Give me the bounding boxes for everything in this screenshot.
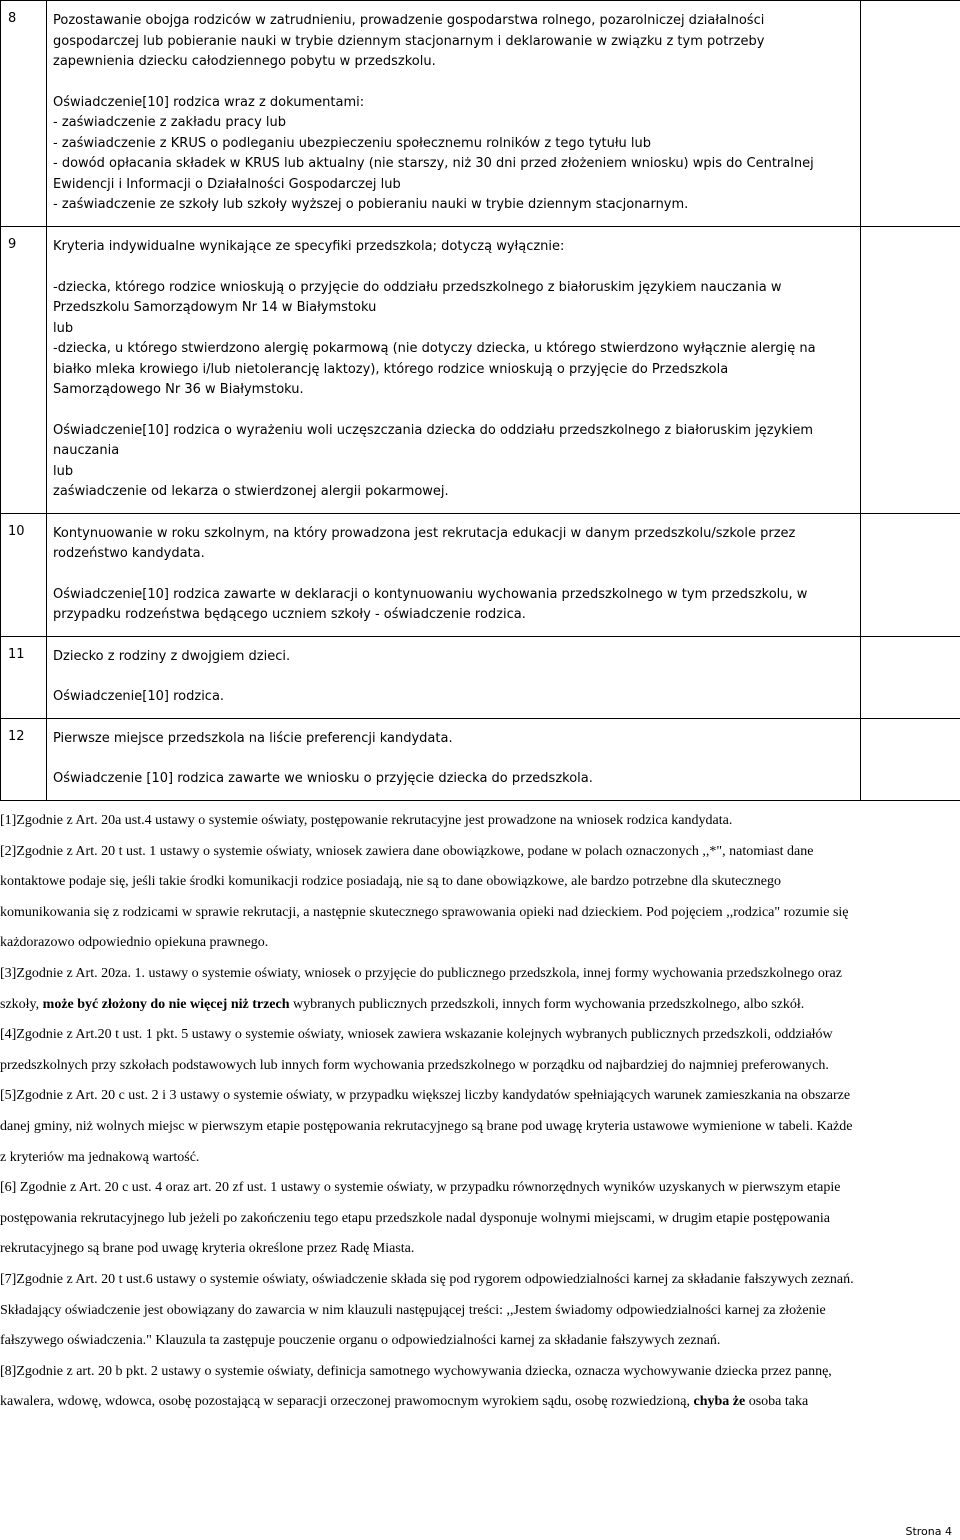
criteria-line: Dziecko z rodziny z dwojgiem dzieci. [53,648,291,664]
footnote-line: rekrutacyjnego są brane pod uwagę kryteria określone przez Radę Miasta. [0,1241,415,1257]
footnote-line: [7]Zgodnie z Art. 20 t ust.6 ustawy o systemie oświaty, oświadczenie składa się pod rygorem odpowiedzialności karnej za składanie fałszywych zeznań. [0,1271,854,1287]
footnote-line: [6] Zgodnie z Art. 20 c ust. 4 oraz art. 20 zf ust. 1 ustawy o systemie oświaty, w przypadku równorzędnych wyników uzyskanych w pierwszym etapie [0,1180,841,1196]
statement-line: zaświadczenie od lekarza o stwierdzonej alergii pokarmowej. [53,484,449,499]
footnote-line: z kryteriów ma jednakową wartość. [0,1149,200,1165]
footnote-line: kawalera, wdowę, wdowca, osobę pozostającą w separacji orzeczonej prawomocnym wyrokiem sądu, osobę rozwiedzioną, chyba że osoba taka [0,1394,809,1410]
points-cell [861,1,960,227]
statement-line: przypadku rodzeństwa będącego uczniem szkoły - oświadczenie rodzica. [53,607,526,622]
footnote-emphasis: chyba że [693,1394,746,1410]
criteria-row [1,1,960,227]
criteria-detail-line: -dziecka, którego rodzice wnioskują o przyjęcie do oddziału przedszkolnego z białoruskim językiem nauczania w [53,279,782,295]
footnote-line: fałszywego oświadczenia." Klauzula ta zastępuje pouczenie organu o odpowiedzialności karnej za składanie fałszywych zeznań. [0,1333,721,1349]
criteria-number: 10 [1,513,47,636]
statement-line: Oświadczenie[10] rodzica. [53,689,225,704]
statement-line: lub [53,463,74,479]
footnote-line: [4]Zgodnie z Art.20 t ust. 1 pkt. 5 ustawy o systemie oświaty, wniosek zawiera wskazanie kolejnych wybranych publicznych przedszkoli, oddziałów [0,1027,833,1043]
footnote-line: [3]Zgodnie z Art. 20za. 1. ustawy o systemie oświaty, wniosek o przyjęcie do publicznego przedszkola, innej formy wychowania przedszkolnego oraz [0,965,842,981]
footnote-line: [2]Zgodnie z Art. 20 t ust. 1 ustawy o systemie oświaty, wniosek zawiera dane obowiązkowe, podane w polach oznaczonych ,,*", natomiast dane [0,843,814,859]
criteria-number: 12 [1,718,47,800]
statement-line: - zaświadczenie z zakładu pracy lub [53,115,286,130]
statement-line: Oświadczenie[10] rodzica o wyrażeniu woli uczęszczania dziecka do oddziału przedszkolnego z białoruskim językiem [53,422,814,438]
footnote-line: danej gminy, niż wolnych miejsc w pierwszym etapie postępowania rekrutacyjnego są brane pod uwagę kryteria ustawowe wymienione w tabeli. Każde [0,1118,853,1134]
points-cell [861,718,960,800]
footnote-line: kontaktowe podaje się, jeśli takie środki komunikacji rodzice posiadają, nie są to dane obowiązkowe, ale bardzo potrzebne dla skutecznego [0,874,782,890]
points-cell [861,513,960,636]
statement-line: - zaświadczenie ze szkoły lub szkoły wyższej o pobieraniu nauki w trybie dziennym stacjonarnym. [53,197,689,212]
footnote-line: [1]Zgodnie z Art. 20a ust.4 ustawy o systemie oświaty, postępowanie rekrutacyjne jest prowadzone na wniosek rodzica kandydata. [0,813,733,828]
criteria-number: 8 [1,1,47,227]
statement-line: Ewidencji i Informacji o Działalności Gospodarczej lub [53,176,401,192]
footnote-line: Składający oświadczenie jest obowiązany do zawarcia w nim klauzuli następującej treści: ,,Jestem świadomy odpowiedzialności karnej za złożenie [0,1302,826,1318]
criteria-detail-line: Przedszkolu Samorządowym Nr 14 w Białymstoku [53,300,377,315]
criteria-line: Pozostawanie obojga rodziców w zatrudnieniu, prowadzenie gospodarstwa rolnego, pozarolniczej działalności [53,13,765,28]
statement-line: Oświadczenie [10] rodzica zawarte we wniosku o przyjęcie dziecka do przedszkola. [53,771,593,786]
criteria-row [1,718,960,800]
points-cell [861,226,960,513]
criteria-line: zapewnienia dziecku całodziennego pobytu w przedszkolu. [53,54,436,69]
criteria-row [1,636,960,718]
footnotes [0,806,960,1418]
criteria-line: gospodarczej lub pobieranie nauki w trybie dziennym stacjonarnym i deklarowanie w związku z tym potrzeby [53,33,765,49]
criteria-text-cell [47,636,861,718]
criteria-line: Pierwsze miejsce przedszkola na liście preferencji kandydata. [53,730,453,746]
statement-line: - dowód opłacania składek w KRUS lub aktualny (nie starszy, niż 30 dni przed złożeniem wniosku) wpis do Centralnej [53,156,814,171]
statement-line: - zaświadczenie z KRUS o podleganiu ubezpieczeniu społecznemu rolników z tego tytułu lub [53,135,652,151]
footnote-line: przedszkolnych przy szkołach podstawowych lub innych form wychowania przedszkolnego w porządku od najbardziej do najmniej preferowanych. [0,1057,829,1073]
statement-line: Oświadczenie[10] rodzica zawarte w deklaracji o kontynuowaniu wychowania przedszkolnego w tym przedszkolu, w [53,586,808,602]
statement-line: nauczania [53,443,120,458]
page-number: Strona 4 [905,1525,952,1538]
footnote-line: [8]Zgodnie z art. 20 b pkt. 2 ustawy o systemie oświaty, definicja samotnego wychowywania dziecka, oznacza wychowywanie dziecka przez pannę, [0,1363,832,1379]
footnote-line: szkoły, może być złożony do nie więcej niż trzech wybranych publicznych przedszkoli, innych form wychowania przedszkolnego, albo szkół. [0,996,805,1012]
criteria-detail-line: Samorządowego Nr 36 w Białymstoku. [53,382,304,397]
footnote-line: każdorazowo odpowiednio opiekuna prawnego. [0,935,269,951]
criteria-detail-line: białko mleka krowiego i/lub nietolerancję laktozy), którego rodzice wnioskują o przyjęcie do Przedszkola [53,361,729,377]
criteria-number: 11 [1,636,47,718]
footnote-line: postępowania rekrutacyjnego lub jeżeli po zakończeniu tego etapu przedszkole nadal dysponuje wolnymi miejscami, w drugim etapie postępowania [0,1210,831,1226]
criteria-text-cell [47,1,861,227]
criteria-text-cell [47,226,861,513]
criteria-line: Kryteria indywidualne wynikające ze specyfiki przedszkola; dotyczą wyłącznie: [53,238,565,254]
criteria-text-cell [47,513,861,636]
footnote-line: komunikowania się z rodzicami w sprawie rekrutacji, a następnie skutecznego sprawowania opieki nad dzieckiem. Pod pojęciem ,,rodzica" rozumie się [0,904,849,920]
criteria-number: 9 [1,226,47,513]
criteria-line: rodzeństwo kandydata. [53,546,205,561]
criteria-detail-line: -dziecka, u którego stwierdzono alergię pokarmową (nie dotyczy dziecka, u którego stwierdzono wyłącznie alergię na [53,341,816,356]
footnote-line: [5]Zgodnie z Art. 20 c ust. 2 i 3 ustawy o systemie oświaty, w przypadku większej liczby kandydatów spełniających warunek zamieszkania na obszarze [0,1088,851,1104]
points-cell [861,636,960,718]
criteria-text-cell [47,718,861,800]
criteria-row [1,513,960,636]
criteria-line: Kontynuowanie w roku szkolnym, na który prowadzona jest rekrutacja edukacji w danym przedszkolu/szkole przez [53,525,796,541]
footnote-emphasis: może być złożony do nie więcej niż trzech [42,996,290,1012]
criteria-detail-line: lub [53,320,74,336]
criteria-row [1,226,960,513]
statement-line: Oświadczenie[10] rodzica wraz z dokumentami: [53,94,365,110]
